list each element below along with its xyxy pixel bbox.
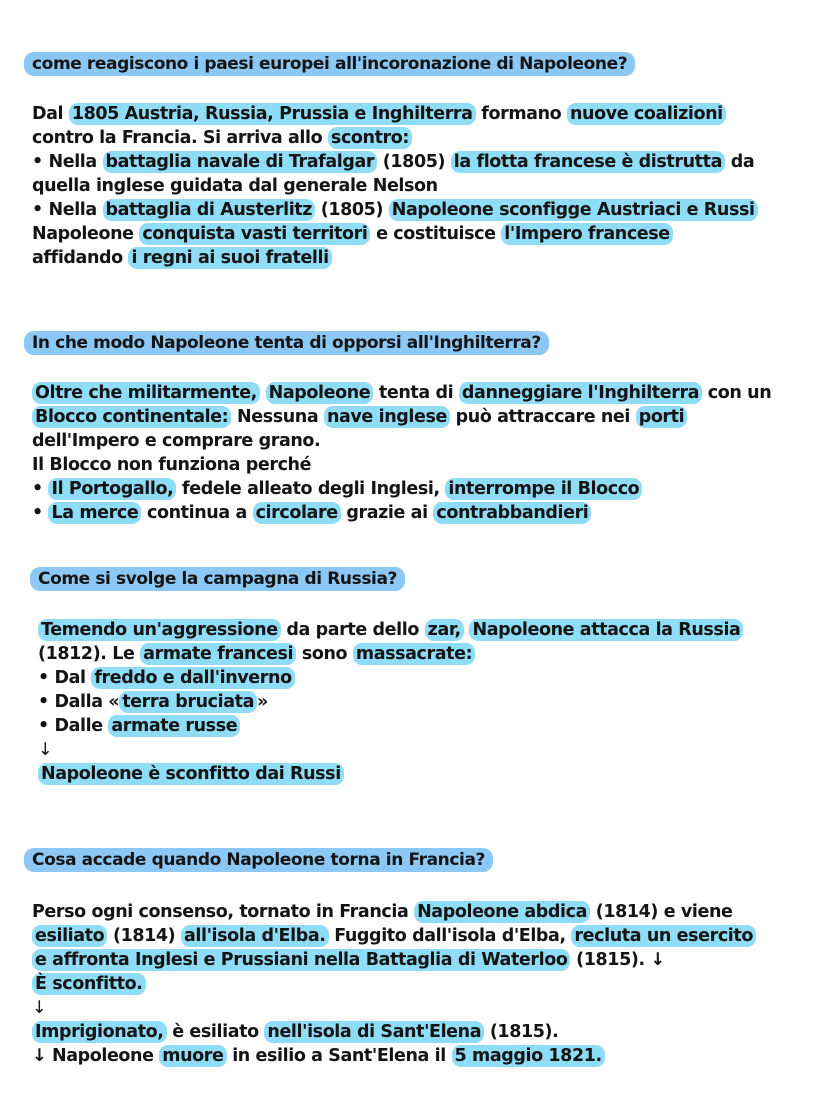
body-line: [38, 666, 295, 690]
down-arrow-icon: ↓: [32, 998, 47, 1018]
body-line: [32, 453, 311, 477]
highlighted-text: Napoleone è sconfitto dai Russi: [38, 763, 344, 785]
text: [260, 383, 266, 403]
text: è esiliato: [166, 1022, 265, 1042]
text: affidando: [32, 248, 129, 268]
highlighted-text: Napoleone sconfigge Austriaci e Russi: [389, 199, 758, 221]
text: (1815).: [484, 1022, 559, 1042]
text: »: [257, 692, 268, 712]
highlighted-text: porti: [636, 406, 688, 428]
text: e costituisce: [370, 224, 502, 244]
highlighted-text: la flotta francese è distrutta: [451, 151, 725, 173]
body-line: [38, 738, 52, 762]
text: Il Blocco non funziona perché: [32, 455, 312, 475]
highlighted-text: terra bruciata: [119, 691, 257, 713]
body-line: [32, 1044, 605, 1068]
body-line: [32, 900, 732, 924]
highlighted-text: Oltre che militarmente,: [32, 382, 260, 404]
body-line: [32, 150, 754, 174]
text: (1805): [315, 200, 389, 220]
text: grazie ai: [340, 503, 434, 523]
highlighted-text: contrabbandieri: [433, 502, 591, 524]
highlighted-text: È sconfitto.: [32, 973, 146, 995]
text: • Dalla «: [38, 692, 120, 712]
section-question: [32, 848, 493, 872]
body-line: [32, 972, 146, 996]
highlighted-text: e affronta Inglesi e Prussiani nella Battaglia di Waterloo: [32, 949, 570, 971]
body-line: [38, 618, 743, 642]
text: ↓ Napoleone: [32, 1046, 160, 1066]
body-line: [32, 948, 665, 972]
body-line: [38, 714, 240, 738]
text: (1814): [107, 926, 181, 946]
text: (1812). Le: [38, 644, 141, 664]
text: •: [32, 479, 49, 499]
text: •: [32, 503, 49, 523]
question-highlight: Cosa accade quando Napoleone torna in Francia?: [24, 848, 493, 872]
question-highlight: In che modo Napoleone tenta di opporsi all'Inghilterra?: [24, 331, 549, 355]
down-arrow-icon: ↓: [38, 740, 53, 760]
highlighted-text: nuove coalizioni: [567, 103, 726, 125]
text: contro la Francia. Si arriva allo: [32, 128, 328, 148]
text: con un: [702, 383, 772, 403]
body-line: [32, 222, 673, 246]
highlighted-text: massacrate:: [353, 643, 475, 665]
highlighted-text: nave inglese: [324, 406, 450, 428]
highlighted-text: Il Portogallo,: [48, 478, 176, 500]
text: Nessuna: [231, 407, 324, 427]
text: continua a: [141, 503, 253, 523]
highlighted-text: muore: [159, 1045, 226, 1067]
text: può attraccare nei: [449, 407, 636, 427]
section-question: [32, 331, 549, 355]
highlighted-text: l'Impero francese: [501, 223, 672, 245]
text: sono: [296, 644, 353, 664]
text: • Nella: [32, 200, 103, 220]
highlighted-text: recluta un esercito: [571, 925, 756, 947]
body-line: [32, 996, 46, 1020]
highlighted-text: Blocco continentale:: [32, 406, 231, 428]
text: quella inglese guidata dal generale Nelson: [32, 176, 438, 196]
body-line: [32, 198, 758, 222]
text: tenta di: [373, 383, 459, 403]
text: da: [725, 152, 755, 172]
body-line: [32, 477, 642, 501]
highlighted-text: Napoleone: [266, 382, 374, 404]
text: (1815). ↓: [570, 950, 665, 970]
highlighted-text: danneggiare l'Inghilterra: [459, 382, 702, 404]
text: Fuggito dall'isola d'Elba,: [328, 926, 572, 946]
body-line: [38, 762, 344, 786]
highlighted-text: scontro:: [328, 127, 412, 149]
highlighted-text: 5 maggio 1821.: [452, 1045, 605, 1067]
body-line: [38, 690, 268, 714]
text: Dal: [32, 104, 69, 124]
body-line: [32, 429, 320, 453]
text: dell'Impero e comprare grano.: [32, 431, 321, 451]
body-line: [32, 1020, 558, 1044]
highlighted-text: armate russe: [108, 715, 240, 737]
highlighted-text: Temendo un'aggressione: [38, 619, 281, 641]
text: • Nella: [32, 152, 103, 172]
body-line: [32, 924, 756, 948]
text: Perso ogni consenso, tornato in Francia: [32, 902, 415, 922]
text: formano: [475, 104, 567, 124]
section-question: [38, 567, 405, 591]
text: (1814) e viene: [590, 902, 733, 922]
text: in esilio a Sant'Elena il: [226, 1046, 452, 1066]
body-line: [38, 642, 475, 666]
body-line: [32, 405, 687, 429]
body-line: [32, 126, 412, 150]
section-question: [32, 52, 635, 76]
highlighted-text: Napoleone attacca la Russia: [469, 619, 743, 641]
highlighted-text: esiliato: [32, 925, 107, 947]
highlighted-text: interrompe il Blocco: [445, 478, 642, 500]
text: Napoleone: [32, 224, 140, 244]
highlighted-text: i regni ai suoi fratelli: [128, 247, 331, 269]
highlighted-text: La merce: [48, 502, 141, 524]
highlighted-text: Napoleone abdica: [414, 901, 590, 923]
highlighted-text: freddo e dall'inverno: [91, 667, 294, 689]
body-line: [32, 174, 438, 198]
question-highlight: come reagiscono i paesi europei all'incoronazione di Napoleone?: [24, 52, 635, 76]
highlighted-text: battaglia di Austerlitz: [103, 199, 316, 221]
text: da parte dello: [280, 620, 425, 640]
highlighted-text: nell'isola di Sant'Elena: [264, 1021, 484, 1043]
question-highlight: Come si svolge la campagna di Russia?: [30, 567, 405, 591]
text: • Dalle: [38, 716, 109, 736]
highlighted-text: conquista vasti territori: [139, 223, 370, 245]
highlighted-text: 1805 Austria, Russia, Prussia e Inghilterra: [69, 103, 476, 125]
body-line: [32, 246, 332, 270]
text: (1805): [377, 152, 451, 172]
highlighted-text: circolare: [253, 502, 341, 524]
highlighted-text: battaglia navale di Trafalgar: [103, 151, 378, 173]
body-line: [32, 381, 771, 405]
highlighted-text: all'isola d'Elba.: [181, 925, 329, 947]
highlighted-text: armate francesi: [140, 643, 296, 665]
highlighted-text: zar,: [425, 619, 464, 641]
highlighted-text: Imprigionato,: [32, 1021, 167, 1043]
text: fedele alleato degli Inglesi,: [176, 479, 446, 499]
body-line: [32, 501, 591, 525]
text: • Dal: [38, 668, 92, 688]
body-line: [32, 102, 726, 126]
